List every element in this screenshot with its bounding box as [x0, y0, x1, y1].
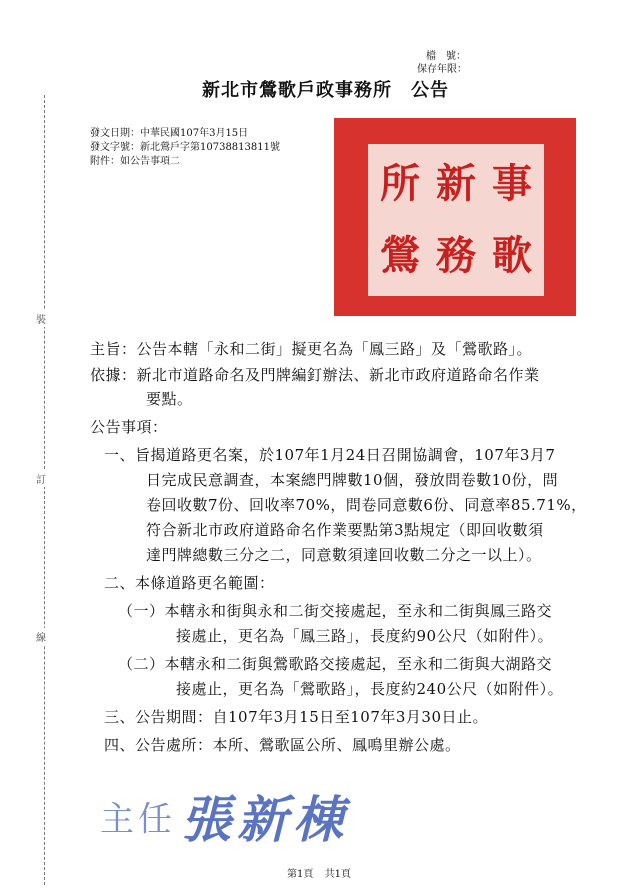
- items-heading: 公告事項：: [90, 418, 168, 436]
- document-number: 發文字號：新北鶯戶字第10738813811號: [90, 142, 280, 153]
- seal-char: 所: [380, 160, 420, 207]
- page-number: 第1頁: [287, 869, 314, 880]
- seal-char: 鶯: [380, 232, 420, 279]
- binding-mark-middle: 訂: [36, 470, 46, 487]
- file-number-label: 檔 號：: [426, 51, 466, 62]
- document-title: 新北市鶯歌戶政事務所 公告: [202, 80, 449, 101]
- item2-sub2-line-1: （二）本轄永和二街與鶯歌路交接處起，至永和二街與大湖路交: [118, 655, 553, 673]
- item2-sub2-line-2: 接處止，更名為「鶯歌路」，長度約240公尺（如附件）。: [176, 680, 564, 698]
- attachment-note: 附件：如公告事項二: [90, 156, 180, 167]
- item4-line: 四、公告處所：本所、鶯歌區公所、鳳鳴里辦公處。: [104, 736, 461, 754]
- binding-mark-bottom: 線: [36, 628, 46, 645]
- basis-line-1: 依據：新北市道路命名及門牌編釘辦法、新北市政府道路命名作業: [90, 366, 540, 384]
- item3-line: 三、公告期間：自107年3月15日至107年3月30日止。: [104, 708, 489, 726]
- seal-char: 務: [436, 232, 476, 279]
- seal-char: 事: [492, 160, 532, 207]
- binding-line: [44, 95, 45, 885]
- signature-title: 主任: [100, 799, 176, 840]
- seal-char: 新: [436, 160, 476, 207]
- seal-char: 歌: [492, 232, 532, 279]
- item1-line: 卷回收數7份、回收率70%，問卷同意數6份、同意率85.71%，: [146, 496, 587, 514]
- issue-date: 發文日期：中華民國107年3月15日: [90, 128, 249, 139]
- subject-line: 主旨：公告本轄「永和二街」擬更名為「鳳三路」及「鶯歌路」。: [90, 340, 533, 358]
- seal-characters: [372, 148, 540, 292]
- page-footer: [0, 865, 638, 880]
- item1-line: 日完成民意調查，本案總門牌數10個，發放問卷數10份，問: [146, 471, 559, 489]
- signature-name: 張新棟: [181, 790, 350, 849]
- item1-line: 達門牌總數三分之二，同意數須達回收數二分之一以上）。: [146, 546, 542, 564]
- signature: [100, 780, 350, 849]
- retention-label: 保存年限：: [417, 64, 467, 75]
- basis-line-2: 要點。: [146, 390, 193, 408]
- item2-sub1-line-1: （一）本轄永和街與永和二街交接處起，至永和二街與鳳三路交: [118, 602, 553, 620]
- page-total: 共1頁: [324, 869, 351, 880]
- item2-heading: 二、本條道路更名範圍：: [104, 574, 275, 592]
- item2-sub1-line-2: 接處止，更名為「鳳三路」，長度約90公尺（如附件）。: [176, 627, 554, 645]
- seal-text-layer: [334, 118, 576, 316]
- binding-mark-top: 裝: [36, 310, 46, 327]
- item1-line: 一、旨揭道路更名案，於107年1月24日召開協調會，107年3月7: [104, 446, 556, 464]
- item1-line: 符合新北市政府道路命名作業要點第3點規定（即回收數須: [146, 521, 544, 539]
